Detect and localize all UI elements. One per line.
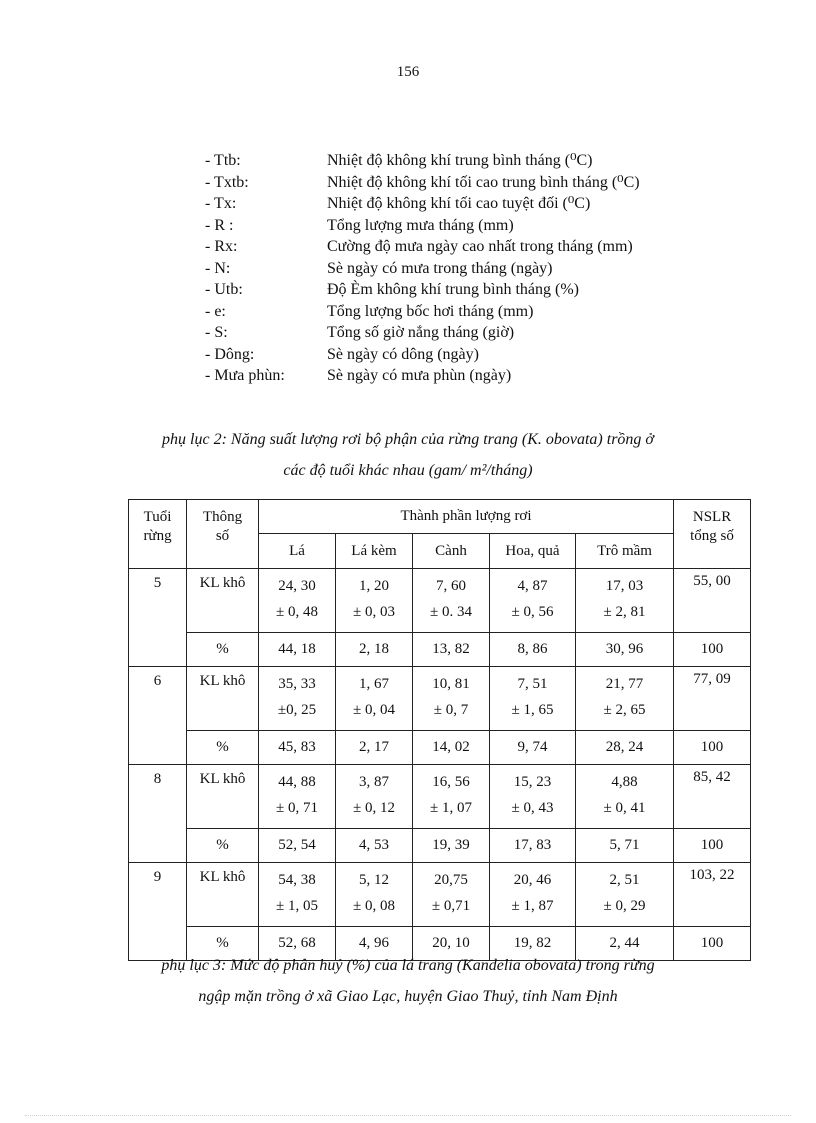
- sd-value: ± 0, 08: [353, 898, 395, 914]
- abbreviation-definition: Độ Èm không khí trung bình tháng (%): [327, 281, 579, 298]
- parameter-label-cell: KL khô: [187, 667, 259, 731]
- table-row: [129, 569, 751, 633]
- abbreviation-code: - Dông:: [205, 345, 255, 363]
- abbreviation-row: [205, 215, 745, 237]
- sd-value: ± 0, 04: [353, 702, 395, 718]
- dry-weight-cell: [259, 667, 336, 731]
- percent-cell: 52, 54: [259, 829, 336, 863]
- parameter-header-line2: số: [215, 528, 230, 544]
- sd-value: ± 0, 71: [276, 800, 318, 816]
- dry-weight-cell: [413, 765, 490, 829]
- table-row: [129, 863, 751, 927]
- dry-weight-cell: [336, 765, 413, 829]
- abbreviation-row: [205, 172, 745, 194]
- sd-value: ± 0, 48: [276, 604, 318, 620]
- mean-value: 21, 77: [605, 676, 644, 692]
- abbreviation-list: [205, 150, 745, 387]
- abbreviation-row: [205, 279, 745, 301]
- dry-weight-cell: [259, 863, 336, 927]
- table-row: [129, 633, 751, 667]
- total-cell: 77, 09: [674, 667, 751, 731]
- dry-weight-cell: [259, 765, 336, 829]
- litterfall-table: [128, 499, 751, 961]
- total-cell: 85, 42: [674, 765, 751, 829]
- total-header-line1: NSLR: [692, 509, 732, 525]
- abbreviation-code: - Ttb:: [205, 152, 241, 169]
- percent-cell: 30, 96: [576, 633, 674, 667]
- sd-value: ± 1, 65: [511, 702, 554, 718]
- table-row: [129, 829, 751, 863]
- dry-weight-cell: [413, 667, 490, 731]
- sd-value: ± 2, 81: [603, 604, 646, 620]
- abbreviation-row: [205, 193, 745, 215]
- abbreviation-row: [205, 258, 745, 280]
- sd-value: ± 1, 87: [511, 898, 554, 914]
- appendix-2-caption-line2: các độ tuổi khác nhau (gam/ m²/tháng): [283, 462, 533, 479]
- appendix-3-caption-line2: ngập mặn trồng ở xã Giao Lạc, huyện Giao Thuỷ, tỉnh Nam Định: [198, 988, 618, 1005]
- mean-value: 3, 87: [359, 774, 389, 790]
- sd-value: ± 0, 7: [433, 702, 469, 718]
- abbreviation-definition: Nhiệt độ không khí tối cao trung bình tháng (⁰C): [327, 173, 640, 191]
- appendix-3-caption: [0, 950, 816, 1012]
- mean-value: 24, 30: [278, 578, 316, 594]
- page-bottom-rule: [25, 1115, 791, 1116]
- mean-value: 35, 33: [278, 676, 316, 692]
- percent-cell: 44, 18: [259, 633, 336, 667]
- abbreviation-code: - Txtb:: [205, 173, 249, 191]
- percent-cell: 28, 24: [576, 731, 674, 765]
- sd-value: ± 0, 29: [603, 898, 646, 914]
- parameter-label-cell: KL khô: [187, 569, 259, 633]
- sd-value: ±0, 25: [277, 702, 317, 718]
- parameter-label-cell: %: [187, 731, 259, 765]
- component-header-stipule: Lá kèm: [336, 534, 413, 569]
- percent-cell: 2, 44: [576, 927, 674, 961]
- sd-value: ± 0, 56: [511, 604, 554, 620]
- dry-weight-cell: [336, 667, 413, 731]
- dry-weight-cell: [576, 863, 674, 927]
- dry-weight-cell: [259, 569, 336, 633]
- percent-cell: 5, 71: [576, 829, 674, 863]
- mean-value: 16, 56: [432, 774, 470, 790]
- abbreviation-row: [205, 301, 745, 323]
- total-cell: 100: [674, 731, 751, 765]
- dry-weight-cell: [576, 569, 674, 633]
- sd-value: ± 0, 43: [511, 800, 554, 816]
- mean-value: 4,88: [611, 774, 638, 790]
- component-header-propagule: Trô mầm: [576, 534, 674, 569]
- abbreviation-definition: Tổng lượng bốc hơi tháng (mm): [327, 302, 534, 320]
- percent-cell: 19, 39: [413, 829, 490, 863]
- age-cell: 5: [129, 569, 187, 667]
- litter-components-header: Thành phần lượng rơi: [259, 500, 674, 534]
- sd-value: ± 1, 07: [430, 800, 472, 816]
- age-header-line2: rừng: [143, 528, 172, 544]
- mean-value: 7, 60: [436, 578, 466, 594]
- mean-value: 2, 51: [609, 872, 640, 888]
- abbreviation-code: - Rx:: [205, 238, 238, 255]
- mean-value: 20,75: [434, 872, 468, 888]
- percent-cell: 4, 53: [336, 829, 413, 863]
- table-body: [129, 569, 751, 961]
- mean-value: 54, 38: [278, 872, 316, 888]
- percent-cell: 14, 02: [413, 731, 490, 765]
- age-header-line1: Tuổi: [143, 509, 172, 525]
- mean-value: 1, 67: [359, 676, 389, 692]
- mean-value: 7, 51: [517, 676, 548, 692]
- sd-value: ± 0, 41: [603, 800, 646, 816]
- age-cell: 6: [129, 667, 187, 765]
- abbreviation-definition: Nhiệt độ không khí trung bình tháng (⁰C): [327, 152, 593, 169]
- abbreviation-code: - Tx:: [205, 195, 237, 212]
- percent-cell: 20, 10: [413, 927, 490, 961]
- mean-value: 5, 12: [359, 872, 389, 888]
- abbreviation-definition: Nhiệt độ không khí tối cao tuyệt đối (⁰C): [327, 195, 591, 212]
- dry-weight-cell: [490, 667, 576, 731]
- age-cell: 8: [129, 765, 187, 863]
- percent-cell: 9, 74: [490, 731, 576, 765]
- total-cell: 100: [674, 829, 751, 863]
- mean-value: 1, 20: [359, 578, 389, 594]
- dry-weight-cell: [336, 569, 413, 633]
- appendix-2-caption-line1: phụ lục 2: Năng suất lượng rơi bộ phận của rừng trang (K. obovata) trồng ở: [162, 431, 654, 448]
- age-cell: 9: [129, 863, 187, 961]
- dry-weight-cell: [336, 863, 413, 927]
- parameter-header-line1: Thông: [202, 509, 243, 525]
- dry-weight-cell: [490, 863, 576, 927]
- parameter-label-cell: %: [187, 927, 259, 961]
- abbreviation-row: [205, 365, 745, 387]
- sd-value: ± 0. 34: [430, 604, 472, 620]
- abbreviation-code: - e:: [205, 302, 226, 320]
- abbreviation-code: - Mưa phùn:: [205, 367, 285, 384]
- page-number: 156: [396, 64, 420, 80]
- sd-value: ± 0,71: [431, 898, 471, 914]
- dry-weight-cell: [413, 569, 490, 633]
- age-header: [129, 500, 187, 569]
- sd-value: ± 1, 05: [276, 898, 318, 914]
- abbreviation-definition: Sè ngày có dông (ngày): [327, 345, 479, 363]
- parameter-label-cell: KL khô: [187, 765, 259, 829]
- abbreviation-definition: Sè ngày có mưa trong tháng (ngày): [327, 259, 553, 277]
- percent-cell: 19, 82: [490, 927, 576, 961]
- mean-value: 4, 87: [517, 578, 548, 594]
- mean-value: 17, 03: [605, 578, 644, 594]
- parameter-header: [187, 500, 259, 569]
- dry-weight-cell: [576, 667, 674, 731]
- sd-value: ± 2, 65: [603, 702, 646, 718]
- percent-cell: 8, 86: [490, 633, 576, 667]
- total-cell: 100: [674, 927, 751, 961]
- total-cell: 103, 22: [674, 863, 751, 927]
- abbreviation-code: - S:: [205, 324, 228, 341]
- percent-cell: 2, 17: [336, 731, 413, 765]
- abbreviation-definition: Sè ngày có mưa phùn (ngày): [327, 367, 512, 384]
- component-header-branch: Cành: [413, 534, 490, 569]
- dry-weight-cell: [490, 765, 576, 829]
- dry-weight-cell: [490, 569, 576, 633]
- abbreviation-code: - R :: [205, 216, 234, 234]
- percent-cell: 2, 18: [336, 633, 413, 667]
- total-cell: 55, 00: [674, 569, 751, 633]
- appendix-2-caption: [0, 424, 816, 486]
- percent-cell: 17, 83: [490, 829, 576, 863]
- abbreviation-code: - N:: [205, 259, 231, 277]
- parameter-label-cell: %: [187, 829, 259, 863]
- sd-value: ± 0, 03: [353, 604, 395, 620]
- mean-value: 10, 81: [432, 676, 470, 692]
- abbreviation-definition: Cường độ mưa ngày cao nhất trong tháng (mm): [327, 238, 633, 255]
- total-header-line2: tổng số: [690, 528, 734, 544]
- table-row: [129, 765, 751, 829]
- table-row: [129, 731, 751, 765]
- table-row: [129, 667, 751, 731]
- percent-cell: 52, 68: [259, 927, 336, 961]
- mean-value: 15, 23: [513, 774, 552, 790]
- percent-cell: 4, 96: [336, 927, 413, 961]
- percent-cell: 13, 82: [413, 633, 490, 667]
- parameter-label-cell: %: [187, 633, 259, 667]
- parameter-label-cell: KL khô: [187, 863, 259, 927]
- dry-weight-cell: [413, 863, 490, 927]
- abbreviation-definition: Tổng số giờ nắng tháng (giờ): [327, 324, 515, 341]
- mean-value: 20, 46: [513, 872, 552, 888]
- component-header-flower-fruit: Hoa, quả: [490, 534, 576, 569]
- abbreviation-row: [205, 322, 745, 344]
- dry-weight-cell: [576, 765, 674, 829]
- mean-value: 44, 88: [278, 774, 316, 790]
- abbreviation-row: [205, 236, 745, 258]
- abbreviation-row: [205, 150, 745, 172]
- percent-cell: 45, 83: [259, 731, 336, 765]
- component-header-leaf: Lá: [259, 534, 336, 569]
- sd-value: ± 0, 12: [353, 800, 395, 816]
- abbreviation-row: [205, 344, 745, 366]
- abbreviation-code: - Utb:: [205, 281, 243, 298]
- abbreviation-definition: Tổng lượng mưa tháng (mm): [327, 216, 514, 234]
- total-header: [674, 500, 751, 569]
- appendix-3-caption-line1: phụ lục 3: Mức độ phân huỷ (%) của lá trang (Kandelia obovata) trong rừng: [161, 957, 655, 974]
- total-cell: 100: [674, 633, 751, 667]
